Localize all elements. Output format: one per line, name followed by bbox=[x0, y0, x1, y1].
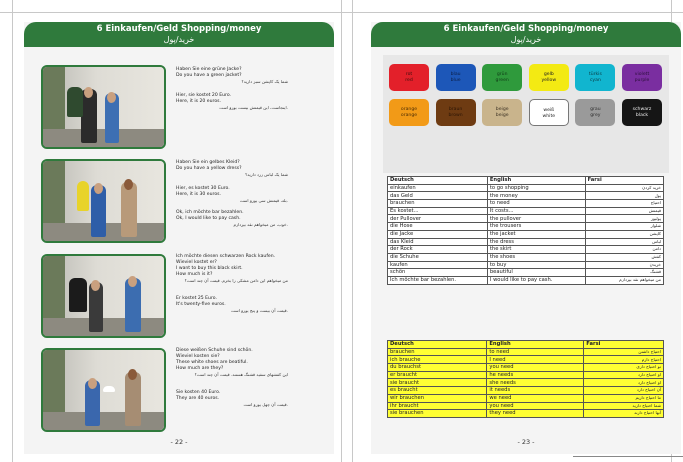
color-swatch-black bbox=[622, 99, 662, 126]
color-swatch-yellow bbox=[529, 64, 569, 91]
cell-german: die Jacke bbox=[388, 230, 488, 238]
color-label-de: beige bbox=[495, 107, 509, 112]
cell-german: einkaufen bbox=[388, 184, 488, 192]
photo-black-skirt bbox=[41, 254, 166, 338]
color-swatch-brown bbox=[436, 99, 476, 126]
cell-german: ich brauche bbox=[388, 356, 487, 364]
color-label-en: grey bbox=[590, 113, 601, 118]
cell-english: we need bbox=[487, 394, 584, 402]
dialogue-line-en: Ok, I would like to pay cash. bbox=[176, 216, 241, 221]
color-label-de: blau bbox=[450, 72, 461, 77]
cell-farsi: آنها احتیاج دارند bbox=[584, 410, 664, 418]
color-label-de: rot bbox=[405, 72, 413, 77]
table-row bbox=[388, 348, 664, 356]
cell-english: to need bbox=[487, 348, 584, 356]
dialogue-4 bbox=[176, 348, 288, 408]
color-label-de: violett bbox=[634, 72, 650, 77]
dialogue-line-de: Wieviel kosten sie? bbox=[176, 354, 220, 359]
color-label-en: cyan bbox=[589, 78, 601, 83]
dialogue-line-de: Sie kosten 40 Euro. bbox=[176, 390, 221, 395]
cell-farsi: قشنگ bbox=[585, 269, 663, 277]
color-swatch-red bbox=[389, 64, 429, 91]
dialogue-line-en: How much are they? bbox=[176, 366, 224, 371]
color-label-de: weiß bbox=[543, 108, 555, 113]
cell-english: the pullover bbox=[487, 215, 585, 223]
table-row bbox=[388, 364, 664, 372]
color-label-en: orange bbox=[400, 113, 418, 118]
cell-english: I would like to pay cash. bbox=[487, 276, 585, 284]
cell-farsi: آن احتیاج دارد bbox=[584, 387, 664, 395]
dialogue-line-fa: شما یک کاپشن سبز دارید؟ bbox=[241, 79, 288, 84]
cell-german: das Kleid bbox=[388, 238, 488, 246]
cell-german: brauchen bbox=[388, 348, 487, 356]
page-subtitle-farsi: خرید/پول bbox=[163, 35, 195, 44]
dialogue-line-de: Wieviel kostet er? bbox=[176, 260, 217, 265]
page-title: 6 Einkaufen/Geld Shopping/money bbox=[96, 24, 262, 34]
color-swatch-white bbox=[529, 99, 569, 126]
cell-german: das Geld bbox=[388, 192, 488, 200]
cell-english: the skirt bbox=[487, 246, 585, 254]
cell-german: es braucht bbox=[388, 387, 487, 395]
cell-german: kaufen bbox=[388, 261, 488, 269]
color-label-en: black bbox=[635, 113, 649, 118]
cell-german: ihr braucht bbox=[388, 402, 487, 410]
color-label-de: türkis bbox=[588, 72, 602, 77]
page-number: - 23 - bbox=[517, 438, 535, 446]
table-row bbox=[388, 192, 664, 200]
verb-conjugation-table bbox=[387, 340, 664, 418]
color-swatch-beige bbox=[482, 99, 522, 126]
cell-german: die Schuhe bbox=[388, 253, 488, 261]
dialogue-line-fa: شما یک لباس زرد دارید؟ bbox=[245, 172, 288, 177]
cell-farsi: احتیاج دارم bbox=[584, 356, 664, 364]
table-row bbox=[388, 238, 664, 246]
cell-farsi: دامن bbox=[585, 246, 663, 254]
dialogue-line-en: They are 40 euros. bbox=[176, 396, 220, 401]
cell-farsi: شما احتیاج دارید bbox=[584, 402, 664, 410]
cell-german: sie braucht bbox=[388, 379, 487, 387]
table-row bbox=[388, 230, 664, 238]
cell-english: beautiful bbox=[487, 269, 585, 277]
cell-farsi: پولیور bbox=[585, 215, 663, 223]
color-swatch-orange bbox=[389, 99, 429, 126]
color-label-en: yellow bbox=[541, 78, 557, 83]
table-row bbox=[388, 356, 664, 364]
color-label-en: purple bbox=[634, 78, 650, 83]
page-right bbox=[371, 22, 681, 454]
dialogue-line-fa: قیمت آن چهل یورو است. bbox=[243, 402, 288, 407]
column-header: English bbox=[487, 341, 584, 349]
cell-german: brauchen bbox=[388, 200, 488, 208]
dialogue-line-de: Er kostet 25 Euro. bbox=[176, 296, 217, 301]
cell-farsi: خریدن bbox=[585, 261, 663, 269]
cell-farsi: خرید کردن bbox=[585, 184, 663, 192]
cell-farsi: کاپشن bbox=[585, 230, 663, 238]
photo-white-shoes bbox=[41, 348, 166, 432]
cell-german: der Rock bbox=[388, 246, 488, 254]
dialogue-line-de: Ich möchte diesen schwarzen Rock kaufen. bbox=[176, 254, 276, 259]
cell-farsi: قیمتش bbox=[585, 207, 663, 215]
cell-german: Ich möchte bar bezahlen. bbox=[388, 276, 488, 284]
page-left bbox=[24, 22, 334, 454]
column-header: Farsi bbox=[584, 341, 664, 349]
color-swatch-blue bbox=[436, 64, 476, 91]
table-row bbox=[388, 215, 664, 223]
dialogue-line-de: Haben Sie ein gelbes Kleid? bbox=[176, 160, 240, 165]
cell-german: sie brauchen bbox=[388, 410, 487, 418]
color-label-de: schwarz bbox=[632, 107, 652, 112]
dialogue-line-fa: قیمت آن بیست و پنج یورو است. bbox=[231, 308, 288, 313]
cell-english: the shoes bbox=[487, 253, 585, 261]
color-label-en: red bbox=[405, 78, 413, 83]
dialogue-line-en: It's twenty-five euros. bbox=[176, 302, 226, 307]
color-label-en: blue bbox=[450, 78, 461, 83]
table-row bbox=[388, 387, 664, 395]
cell-farsi: او احتیاج دارد bbox=[584, 371, 664, 379]
cell-english: It costs... bbox=[487, 207, 585, 215]
cell-english: it needs bbox=[487, 387, 584, 395]
page-banner bbox=[371, 22, 681, 47]
cell-german: er braucht bbox=[388, 371, 487, 379]
page-number: - 22 - bbox=[170, 438, 188, 446]
photo-yellow-dress bbox=[41, 159, 166, 243]
table-row bbox=[388, 269, 664, 277]
dialogue-line-en: How much is it? bbox=[176, 272, 213, 277]
color-label-de: grün bbox=[496, 72, 508, 77]
page-title: 6 Einkaufen/Geld Shopping/money bbox=[443, 24, 609, 34]
dialogue-line-de: Hier, sie kostet 20 Euro. bbox=[176, 93, 232, 98]
table-row bbox=[388, 410, 664, 418]
cell-german: Es kostet... bbox=[388, 207, 488, 215]
color-label-en: beige bbox=[495, 113, 509, 118]
color-label-en: white bbox=[542, 114, 556, 119]
color-swatch-green bbox=[482, 64, 522, 91]
cell-english: the dress bbox=[487, 238, 585, 246]
cell-english: to go shopping bbox=[487, 184, 585, 192]
cell-english: to buy bbox=[487, 261, 585, 269]
cell-farsi: پول bbox=[585, 192, 663, 200]
dialogue-line-en: Here, it is 30 euros. bbox=[176, 192, 221, 197]
dialogue-2 bbox=[176, 160, 288, 228]
dialogue-line-fa: اینجاست، این قیمتش بیست یورو است. bbox=[219, 105, 288, 110]
page-banner bbox=[24, 22, 334, 47]
dialogue-line-fa: خوب، من میخواهم نقد بپردازم. bbox=[233, 222, 288, 227]
cell-english: the money bbox=[487, 192, 585, 200]
crop-guide bbox=[352, 0, 353, 462]
cell-farsi: کفش bbox=[585, 253, 663, 261]
table-row bbox=[388, 200, 664, 208]
cell-english: he needs bbox=[487, 371, 584, 379]
table-row bbox=[388, 184, 664, 192]
dialogue-line-en: Do you have a green jacket? bbox=[176, 73, 242, 78]
color-swatch-purple bbox=[622, 64, 662, 91]
cell-german: die Hose bbox=[388, 223, 488, 231]
photo-green-jacket bbox=[41, 65, 166, 149]
crop-guide bbox=[341, 0, 342, 462]
table-row bbox=[388, 276, 664, 284]
column-header: Deutsch bbox=[388, 341, 487, 349]
color-swatch-cyan bbox=[575, 64, 615, 91]
dialogue-line-en: Do you have a yellow dress? bbox=[176, 166, 242, 171]
color-swatch-grey bbox=[575, 99, 615, 126]
cell-german: der Pullover bbox=[388, 215, 488, 223]
table-row bbox=[388, 207, 664, 215]
table-row bbox=[388, 371, 664, 379]
color-label-en: brown bbox=[448, 113, 463, 118]
table-row bbox=[388, 246, 664, 254]
crop-guide bbox=[573, 456, 683, 457]
column-header: Farsi bbox=[585, 177, 663, 185]
cell-farsi: او احتیاج دارد bbox=[584, 379, 664, 387]
dialogue-line-fa: این کفشهای سفید قشنگ هستند. قیمت آن چند است؟ bbox=[194, 372, 288, 377]
dialogue-line-de: Hier, es kostet 30 Euro. bbox=[176, 186, 230, 191]
dialogue-line-en: Here, it is 20 euros. bbox=[176, 99, 221, 104]
cell-english: to need bbox=[487, 200, 585, 208]
column-header: English bbox=[487, 177, 585, 185]
table-row bbox=[388, 253, 664, 261]
dialogue-line-en: I want to buy this black skirt. bbox=[176, 266, 243, 271]
cell-farsi: احتیاج داشتن bbox=[584, 348, 664, 356]
cell-farsi: احتیاج bbox=[585, 200, 663, 208]
table-row bbox=[388, 379, 664, 387]
cell-english: the trousers bbox=[487, 223, 585, 231]
cell-german: schön bbox=[388, 269, 488, 277]
column-header: Deutsch bbox=[388, 177, 488, 185]
dialogue-line-fa: بله، قیمتش سی یورو است. bbox=[239, 198, 288, 203]
vocabulary-table bbox=[387, 176, 664, 285]
color-label-de: braun bbox=[448, 107, 463, 112]
table-row bbox=[388, 223, 664, 231]
cell-farsi: شلوار bbox=[585, 223, 663, 231]
table-row bbox=[388, 261, 664, 269]
dialogue-line-de: Haben Sie eine grüne Jacke? bbox=[176, 67, 242, 72]
cell-german: wir brauchen bbox=[388, 394, 487, 402]
dialogue-line-de: Ok, ich möchte bar bezahlen. bbox=[176, 210, 244, 215]
cell-farsi: ما احتیاج داریم bbox=[584, 394, 664, 402]
color-label-en: green bbox=[495, 78, 509, 83]
color-label-de: gelb bbox=[543, 72, 554, 77]
cell-english: I need bbox=[487, 356, 584, 364]
dialogue-line-fa: من میخواهم این دامن مشکی را بخرم. قیمت آن چند است؟ bbox=[184, 278, 288, 283]
cell-english: you need bbox=[487, 364, 584, 372]
cell-english: you need bbox=[487, 402, 584, 410]
dialogue-line-en: These white shoes are beatiful. bbox=[176, 360, 248, 365]
cell-farsi: من میخواهم نقد بپردازم bbox=[585, 276, 663, 284]
crop-guide bbox=[12, 0, 13, 462]
color-label-de: grau bbox=[590, 107, 601, 112]
cell-farsi: لباس bbox=[585, 238, 663, 246]
table-row bbox=[388, 394, 664, 402]
dialogue-1 bbox=[176, 67, 288, 111]
cell-english: they need bbox=[487, 410, 584, 418]
dialogue-3 bbox=[176, 254, 288, 314]
cell-english: the jacket bbox=[487, 230, 585, 238]
dialogue-line-de: Diese weißen Schuhe sind schön. bbox=[176, 348, 253, 353]
cell-german: du brauchst bbox=[388, 364, 487, 372]
table-row bbox=[388, 402, 664, 410]
color-label-de: orange bbox=[400, 107, 418, 112]
cell-english: she needs bbox=[487, 379, 584, 387]
cell-farsi: تو احتیاج داری bbox=[584, 364, 664, 372]
page-subtitle-farsi: خرید/پول bbox=[510, 35, 542, 44]
